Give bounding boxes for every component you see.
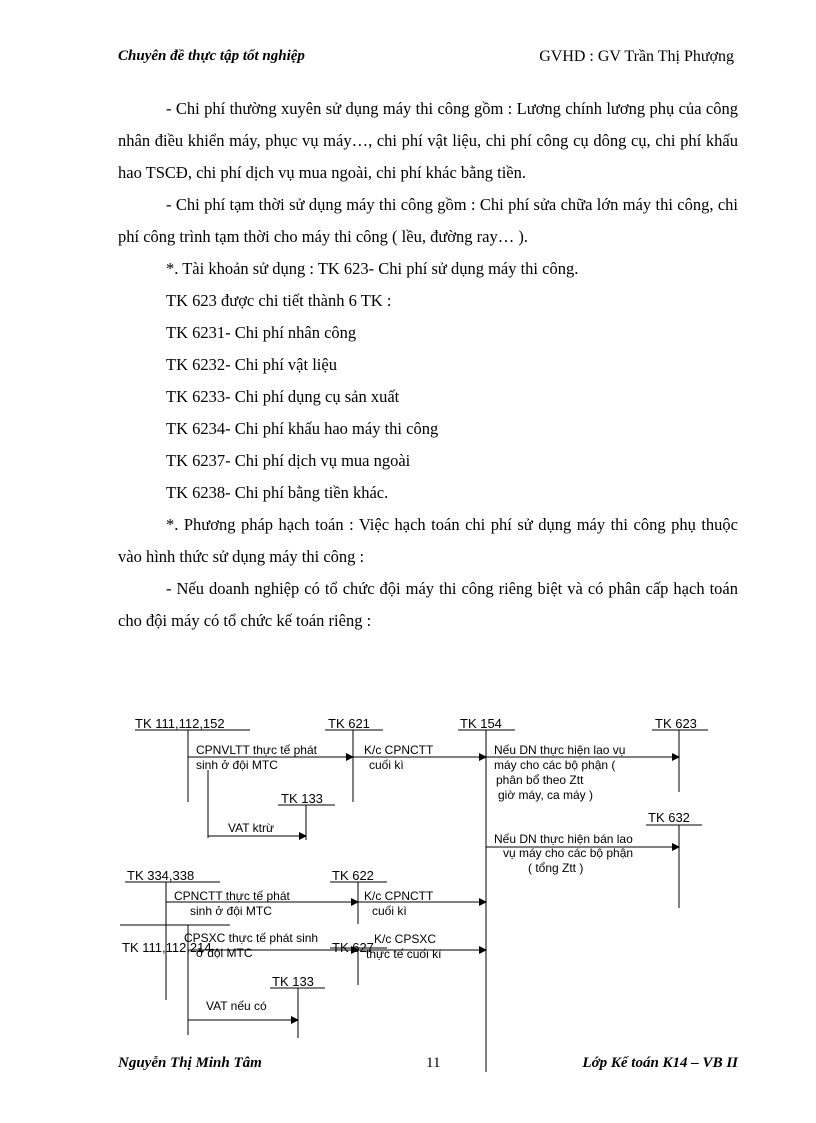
account-item: TK 6231- Chi phí nhân công xyxy=(166,323,357,342)
account-tk621-label: TK 621 xyxy=(328,716,370,731)
account-tk632-label: TK 632 xyxy=(648,810,690,825)
flow-kc-cpsxc-line2: thực tế cuối kì xyxy=(366,947,442,961)
account-tk154-label: TK 154 xyxy=(460,716,502,731)
account-tk623-label: TK 623 xyxy=(655,716,697,731)
flow-dn-ban-line2: vụ máy cho các bộ phận xyxy=(503,846,634,860)
account-item: TK 6238- Chi phí bằng tiền khác. xyxy=(166,483,389,502)
account-tk334-label: TK 334,338 xyxy=(127,868,195,883)
supervisor: GVHD : GV Trần Thị Phượng xyxy=(539,48,734,65)
flow-kc-cpsxc-line1: K/c CPSXC xyxy=(374,932,437,946)
flow-kc-cpnctt-622-line1: K/c CPNCTT xyxy=(364,889,434,903)
accounting-flow-diagram xyxy=(110,710,720,1075)
account-tk111-label: TK 111,112,152 xyxy=(135,716,225,731)
flow-dn-lao-vu-line1: Nếu DN thực hiện lao vụ xyxy=(494,743,626,757)
main-content xyxy=(118,93,738,637)
account-tk133-vat-label: TK 133 xyxy=(272,974,314,989)
paragraph-temporary-costs: - Chi phí tạm thời sử dụng máy thi công gồm : Chi phí sửa chữa lớn máy thi công, chi phí công trình tạm thời cho máy thi công ( lều, đường ray… ). xyxy=(118,195,738,246)
flow-cpsxc-line1: CPSXC thực tế phát sinh xyxy=(184,931,319,945)
paragraph-condition: - Nếu doanh nghiệp có tổ chức đội máy thi công riêng biệt và có phân cấp hạch toán cho đội máy có tổ chức kế toán riêng : xyxy=(118,579,738,630)
class-name: Lớp Kế toán K14 – VB II xyxy=(582,1055,738,1071)
flow-dn-lao-vu-line2: máy cho các bộ phận ( xyxy=(494,758,616,772)
flow-cpnctt-line2: sinh ở đội MTC xyxy=(190,904,272,918)
paragraph-account-detail: TK 623 được chi tiết thành 6 TK : xyxy=(166,291,392,310)
flow-dn-ban-line1: Nếu DN thực hiện bán lao xyxy=(494,832,633,846)
account-item: TK 6234- Chi phí khấu hao máy thi công xyxy=(166,419,439,438)
flow-kc-cpnctt-622-line2: cuối kì xyxy=(372,904,407,918)
account-tk622-label: TK 622 xyxy=(332,868,374,883)
paragraph-method: *. Phương pháp hạch toán : Việc hạch toán chi phí sử dụng máy thi công phụ thuộc vào hình thức sử dụng máy thi công : xyxy=(118,515,738,566)
account-tk627-label: TK 627 xyxy=(332,940,374,955)
account-tk133-label: TK 133 xyxy=(281,791,323,806)
paragraph-account-used: *. Tài khoản sử dụng : TK 623- Chi phí sử dụng máy thi công. xyxy=(166,259,579,278)
paragraph-regular-costs: - Chi phí thường xuyên sử dụng máy thi công gồm : Lương chính lương phụ của công nhân điều khiển máy, phục vụ máy…, chi phí vật liệu, chi phí công cụ dông cụ, chi phí khấu hao TSCĐ, chi phí dịch vụ mua ngoài, chi phí khác bằng tiền. xyxy=(118,99,738,182)
author-name: Nguyễn Thị Minh Tâm xyxy=(118,1055,262,1071)
account-item: TK 6233- Chi phí dụng cụ sản xuất xyxy=(166,387,400,406)
flow-dn-ban-line3: ( tổng Ztt ) xyxy=(528,861,584,875)
flow-vat-ktru: VAT ktrừ xyxy=(228,821,275,835)
flow-cpsxc-line2: ở đội MTC xyxy=(196,946,253,960)
account-tk111-214-label: TK 111,112,214 xyxy=(122,940,212,955)
page-number: 11 xyxy=(426,1055,441,1071)
flow-cpnvltt-line1: CPNVLTT thực tế phát xyxy=(196,743,317,757)
flow-kc-cpnctt-621-line2: cuối kì xyxy=(369,758,404,772)
page-header xyxy=(118,48,734,70)
account-item: TK 6237- Chi phí dịch vụ mua ngoài xyxy=(166,451,411,470)
account-item: TK 6232- Chi phí vật liệu xyxy=(166,355,337,374)
document-title: Chuyên đề thực tập tốt nghiệp xyxy=(118,48,305,64)
flow-cpnctt-line1: CPNCTT thực tế phát xyxy=(174,889,290,903)
flow-kc-cpnctt-621-line1: K/c CPNCTT xyxy=(364,743,434,757)
page-footer xyxy=(118,1055,738,1077)
flow-dn-lao-vu-line3: phân bổ theo Ztt xyxy=(496,773,584,787)
flow-dn-lao-vu-line4: giờ máy, ca máy ) xyxy=(498,788,593,802)
flow-vat-neu-co: VAT nếu có xyxy=(206,999,267,1013)
flow-cpnvltt-line2: sinh ở đội MTC xyxy=(196,758,278,772)
